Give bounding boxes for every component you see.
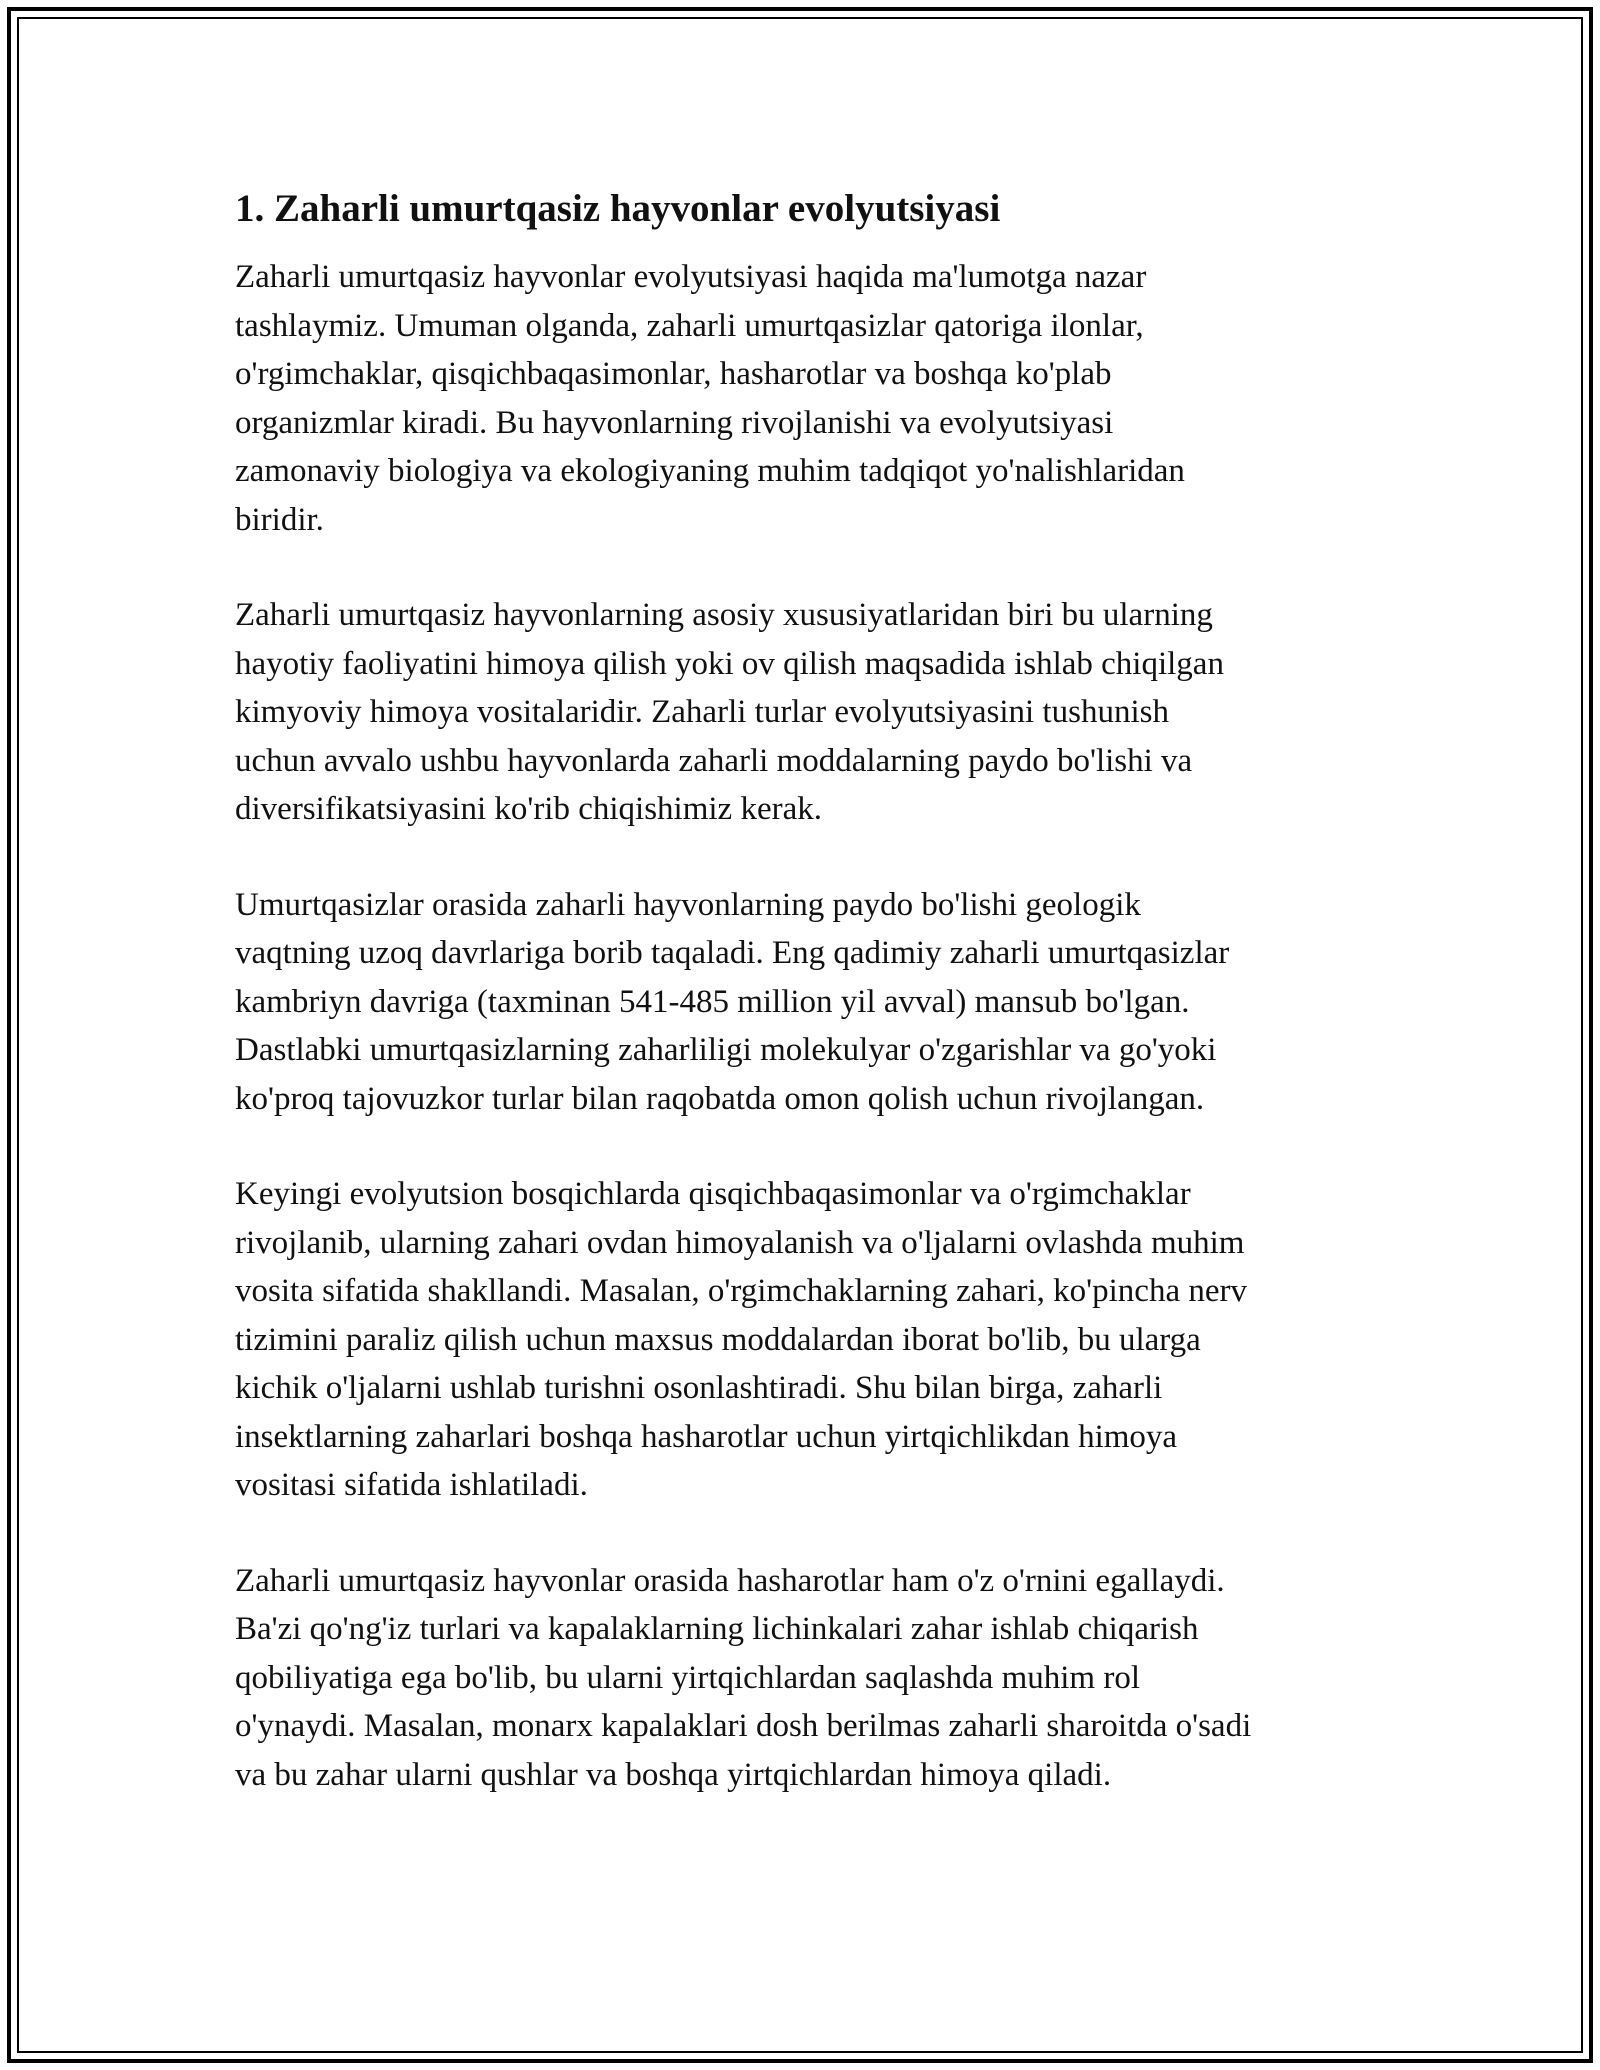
section-title: 1. Zaharli umurtqasiz hayvonlar evolyutsiyasi: [235, 187, 1001, 230]
paragraph-line: Ba'zi qo'ng'iz turlari va kapalaklarning lichinkalari zahar ishlab chiqarish: [235, 1611, 1199, 1647]
paragraph-line: rivojlanib, ularning zahari ovdan himoyalanish va o'ljalarni ovlashda muhim: [235, 1224, 1245, 1261]
paragraph-line: qobiliyatiga ega bo'lib, bu ularni yirtqichlardan saqlashda muhim rol: [235, 1659, 1140, 1696]
paragraph-line: o'ynaydi. Masalan, monarx kapalaklari dosh berilmas zaharli sharoitda o'sadi: [235, 1708, 1252, 1744]
paragraph-3: [235, 881, 1375, 1124]
paragraph-line: insektlarning zaharlari boshqa hasharotlar uchun yirtqichlikdan himoya: [235, 1418, 1178, 1455]
paragraph-line: tashlaymiz. Umuman olganda, zaharli umurtqasizlar qatoriga ilonlar,: [235, 307, 1144, 344]
paragraph-line: Zaharli umurtqasiz hayvonlar orasida hasharotlar ham o'z o'rnini egallaydi.: [235, 1562, 1225, 1599]
paragraph-line: vosita sifatida shakllandi. Masalan, o'rgimchaklarning zahari, ko'pincha nerv: [235, 1273, 1247, 1309]
paragraph-line: vaqtning uzoq davrlariga borib taqaladi. Eng qadimiy zaharli umurtqasizlar: [235, 935, 1230, 971]
paragraph-line: ko'proq tajovuzkor turlar bilan raqobatda omon qolish uchun rivojlangan.: [235, 1080, 1205, 1117]
paragraph-line: o'rgimchaklar, qisqichbaqasimonlar, hasharotlar va boshqa ko'plab: [235, 356, 1112, 392]
paragraph-line: kambriyn davriga (taxminan 541-485 million yil avval) mansub bo'lgan.: [235, 983, 1190, 1020]
paragraph-line: tizimini paraliz qilish uchun maxsus moddalardan iborat bo'lib, bu ularga: [235, 1321, 1201, 1358]
paragraph-list: [235, 253, 1375, 1799]
paragraph-2: [235, 591, 1375, 834]
paragraph-line: Dastlabki umurtqasizlarning zaharliligi molekulyar o'zgarishlar va go'yoki: [235, 1032, 1217, 1068]
paragraph-1: [235, 253, 1375, 544]
paragraph-line: kimyoviy himoya vositalaridir. Zaharli turlar evolyutsiyasini tushunish: [235, 694, 1169, 730]
paragraph-line: va bu zahar ularni qushlar va boshqa yirtqichlardan himoya qiladi.: [235, 1756, 1112, 1793]
paragraph-line: organizmlar kiradi. Bu hayvonlarning rivojlanishi va evolyutsiyasi: [235, 404, 1114, 441]
paragraph-5: [235, 1557, 1375, 1800]
paragraph-4: [235, 1170, 1375, 1510]
document-body: [235, 185, 1375, 1846]
paragraph-line: Umurtqasizlar orasida zaharli hayvonlarning paydo bo'lishi geologik: [235, 886, 1141, 923]
paragraph-line: kichik o'ljalarni ushlab turishni osonlashtiradi. Shu bilan birga, zaharli: [235, 1370, 1163, 1406]
paragraph-line: Keyingi evolyutsion bosqichlarda qisqichbaqasimonlar va o'rgimchaklar: [235, 1176, 1191, 1212]
paragraph-line: Zaharli umurtqasiz hayvonlar evolyutsiyasi haqida ma'lumotga nazar: [235, 259, 1147, 295]
paragraph-line: vositasi sifatida ishlatiladi.: [235, 1467, 588, 1503]
paragraph-line: diversifikatsiyasini ko'rib chiqishimiz kerak.: [235, 791, 822, 827]
paragraph-line: Zaharli umurtqasiz hayvonlarning asosiy xususiyatlaridan biri bu ularning: [235, 597, 1213, 633]
paragraph-line: uchun avvalo ushbu hayvonlarda zaharli moddalarning paydo bo'lishi va: [235, 742, 1193, 779]
paragraph-line: biridir.: [235, 501, 324, 538]
paragraph-line: zamonaviy biologiya va ekologiyaning muhim tadqiqot yo'nalishlaridan: [235, 453, 1185, 489]
paragraph-line: hayotiy faoliyatini himoya qilish yoki ov qilish maqsadida ishlab chiqilgan: [235, 645, 1224, 682]
